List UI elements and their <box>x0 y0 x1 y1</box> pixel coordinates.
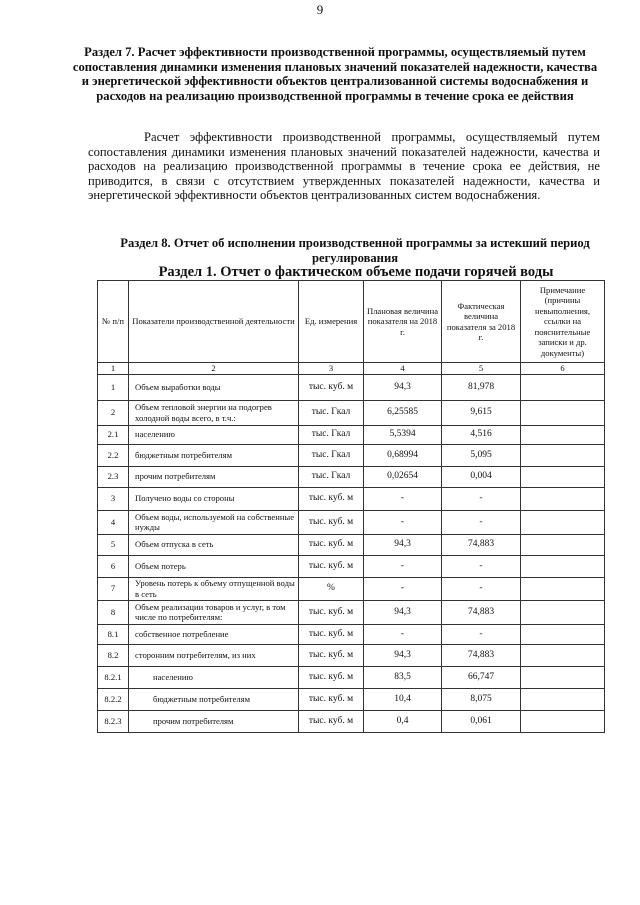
plan-value: 94,3 <box>364 600 442 624</box>
row-number: 5 <box>98 534 129 555</box>
plan-value: 83,5 <box>364 666 442 688</box>
fact-value: 8,075 <box>442 688 521 710</box>
header-cell: Плановая величина показателя на 2018 г. <box>364 281 442 363</box>
fact-value: - <box>442 624 521 644</box>
note <box>521 444 605 466</box>
hot-water-report-table <box>97 280 605 733</box>
unit: тыс. Гкал <box>299 444 364 466</box>
unit: тыс. Гкал <box>299 425 364 444</box>
col-number: 1 <box>98 363 129 375</box>
plan-value: - <box>364 555 442 577</box>
unit: тыс. куб. м <box>299 374 364 400</box>
row-number: 8.2.2 <box>98 688 129 710</box>
section8-heading: Раздел 8. Отчет об исполнении производственной программы за истекший период регулирования <box>120 236 590 265</box>
page-number: 9 <box>316 2 324 17</box>
plan-value: 0,68994 <box>364 444 442 466</box>
unit: тыс. Гкал <box>299 466 364 487</box>
plan-value: - <box>364 577 442 600</box>
row-number: 8.2 <box>98 644 129 666</box>
plan-value: - <box>364 487 442 510</box>
note <box>521 374 605 400</box>
unit: тыс. куб. м <box>299 555 364 577</box>
note <box>521 644 605 666</box>
table-row <box>98 624 605 644</box>
note <box>521 400 605 425</box>
note <box>521 510 605 534</box>
header-cell: Показатели производственной деятельности <box>129 281 299 363</box>
note <box>521 710 605 732</box>
table-title: Раздел 1. Отчет о фактическом объеме подачи горячей воды <box>158 264 554 280</box>
row-number: 6 <box>98 555 129 577</box>
indicator-name: прочим потребителям <box>129 710 299 732</box>
row-number: 2 <box>98 400 129 425</box>
table-row <box>98 466 605 487</box>
indicator-name: Объем отпуска в сеть <box>129 534 299 555</box>
section7-heading: Раздел 7. Расчет эффективности производственной программы, осуществляемый путем сопоставления динамики изменения плановых значений показателей надежности, качества и энергетической эффективности объектов централизованной системы водоснабжения и расходов на реализацию производственной программы в течение срока ее действия <box>72 45 598 103</box>
table-row <box>98 600 605 624</box>
note <box>521 555 605 577</box>
indicator-name: бюджетным потребителям <box>129 688 299 710</box>
plan-value: 0,02654 <box>364 466 442 487</box>
indicator-name: прочим потребителям <box>129 466 299 487</box>
plan-value: - <box>364 510 442 534</box>
row-number: 2.2 <box>98 444 129 466</box>
fact-value: - <box>442 555 521 577</box>
note <box>521 688 605 710</box>
table-row <box>98 666 605 688</box>
table-row <box>98 374 605 400</box>
col-number: 2 <box>129 363 299 375</box>
indicator-name: сторонним потребителям, из них <box>129 644 299 666</box>
indicator-name: населению <box>129 666 299 688</box>
plan-value: - <box>364 624 442 644</box>
table-row <box>98 644 605 666</box>
plan-value: 6,25585 <box>364 400 442 425</box>
unit: тыс. куб. м <box>299 534 364 555</box>
unit: тыс. куб. м <box>299 710 364 732</box>
indicator-name: Уровень потерь к объему отпущенной воды в сеть <box>129 577 299 600</box>
header-cell: Примечание (причины невыполнения, ссылки на пояснительные записки и др. документы) <box>521 281 605 363</box>
note <box>521 487 605 510</box>
row-number: 1 <box>98 374 129 400</box>
indicator-name: Получено воды со стороны <box>129 487 299 510</box>
col-number: 6 <box>521 363 605 375</box>
plan-value: 94,3 <box>364 374 442 400</box>
fact-value: 0,061 <box>442 710 521 732</box>
fact-value: 74,883 <box>442 600 521 624</box>
table-row <box>98 555 605 577</box>
table-row <box>98 710 605 732</box>
note <box>521 534 605 555</box>
fact-value: - <box>442 487 521 510</box>
note <box>521 466 605 487</box>
row-number: 2.3 <box>98 466 129 487</box>
indicator-name: Объем реализации товаров и услуг, в том числе по потребителям: <box>129 600 299 624</box>
plan-value: 94,3 <box>364 534 442 555</box>
table-row <box>98 444 605 466</box>
table-row <box>98 487 605 510</box>
unit: тыс. куб. м <box>299 666 364 688</box>
unit: тыс. куб. м <box>299 600 364 624</box>
unit: тыс. куб. м <box>299 487 364 510</box>
header-cell: Ед. измерения <box>299 281 364 363</box>
col-number: 3 <box>299 363 364 375</box>
table-row <box>98 534 605 555</box>
row-number: 8.2.3 <box>98 710 129 732</box>
fact-value: 74,883 <box>442 534 521 555</box>
plan-value: 10,4 <box>364 688 442 710</box>
indicator-name: собственное потребление <box>129 624 299 644</box>
fact-value: - <box>442 577 521 600</box>
header-cell: Фактическая величина показателя за 2018 г. <box>442 281 521 363</box>
row-number: 3 <box>98 487 129 510</box>
indicator-name: населению <box>129 425 299 444</box>
indicator-name: бюджетным потребителям <box>129 444 299 466</box>
note <box>521 425 605 444</box>
fact-value: 9,615 <box>442 400 521 425</box>
note <box>521 666 605 688</box>
note <box>521 624 605 644</box>
col-number: 5 <box>442 363 521 375</box>
unit: тыс. куб. м <box>299 510 364 534</box>
section7-text: Расчет эффективности производственной программы, осуществляемый путем сопоставления динамики изменения плановых значений показателей надежности, качества и расходов на реализацию производственной программы в течение срока ее действия, не приводится, в связи с отсутствием утвержденных показателей надежности, качества и энергетической эффективности объектов централизованных систем водоснабжения. <box>88 130 600 203</box>
row-number: 8.2.1 <box>98 666 129 688</box>
fact-value: 66,747 <box>442 666 521 688</box>
table-row <box>98 688 605 710</box>
row-number: 8 <box>98 600 129 624</box>
note <box>521 600 605 624</box>
col-number: 4 <box>364 363 442 375</box>
unit: тыс. куб. м <box>299 624 364 644</box>
unit: тыс. Гкал <box>299 400 364 425</box>
plan-value: 94,3 <box>364 644 442 666</box>
row-number: 4 <box>98 510 129 534</box>
fact-value: 81,978 <box>442 374 521 400</box>
note <box>521 577 605 600</box>
plan-value: 5,5394 <box>364 425 442 444</box>
indicator-name: Объем потерь <box>129 555 299 577</box>
fact-value: - <box>442 510 521 534</box>
indicator-name: Объем выработки воды <box>129 374 299 400</box>
table-row <box>98 425 605 444</box>
fact-value: 74,883 <box>442 644 521 666</box>
row-number: 7 <box>98 577 129 600</box>
header-cell: № п/п <box>98 281 129 363</box>
unit: % <box>299 577 364 600</box>
row-number: 2.1 <box>98 425 129 444</box>
row-number: 8.1 <box>98 624 129 644</box>
fact-value: 4,516 <box>442 425 521 444</box>
fact-value: 0,004 <box>442 466 521 487</box>
unit: тыс. куб. м <box>299 688 364 710</box>
indicator-name: Объем воды, используемой на собственные нужды <box>129 510 299 534</box>
unit: тыс. куб. м <box>299 644 364 666</box>
table-row <box>98 577 605 600</box>
fact-value: 5,095 <box>442 444 521 466</box>
column-number-row <box>98 363 605 375</box>
indicator-name: Объем тепловой энергии на подогрев холодной воды всего, в т.ч.: <box>129 400 299 425</box>
table-row <box>98 510 605 534</box>
plan-value: 0,4 <box>364 710 442 732</box>
table-row <box>98 400 605 425</box>
header-row <box>98 281 605 363</box>
